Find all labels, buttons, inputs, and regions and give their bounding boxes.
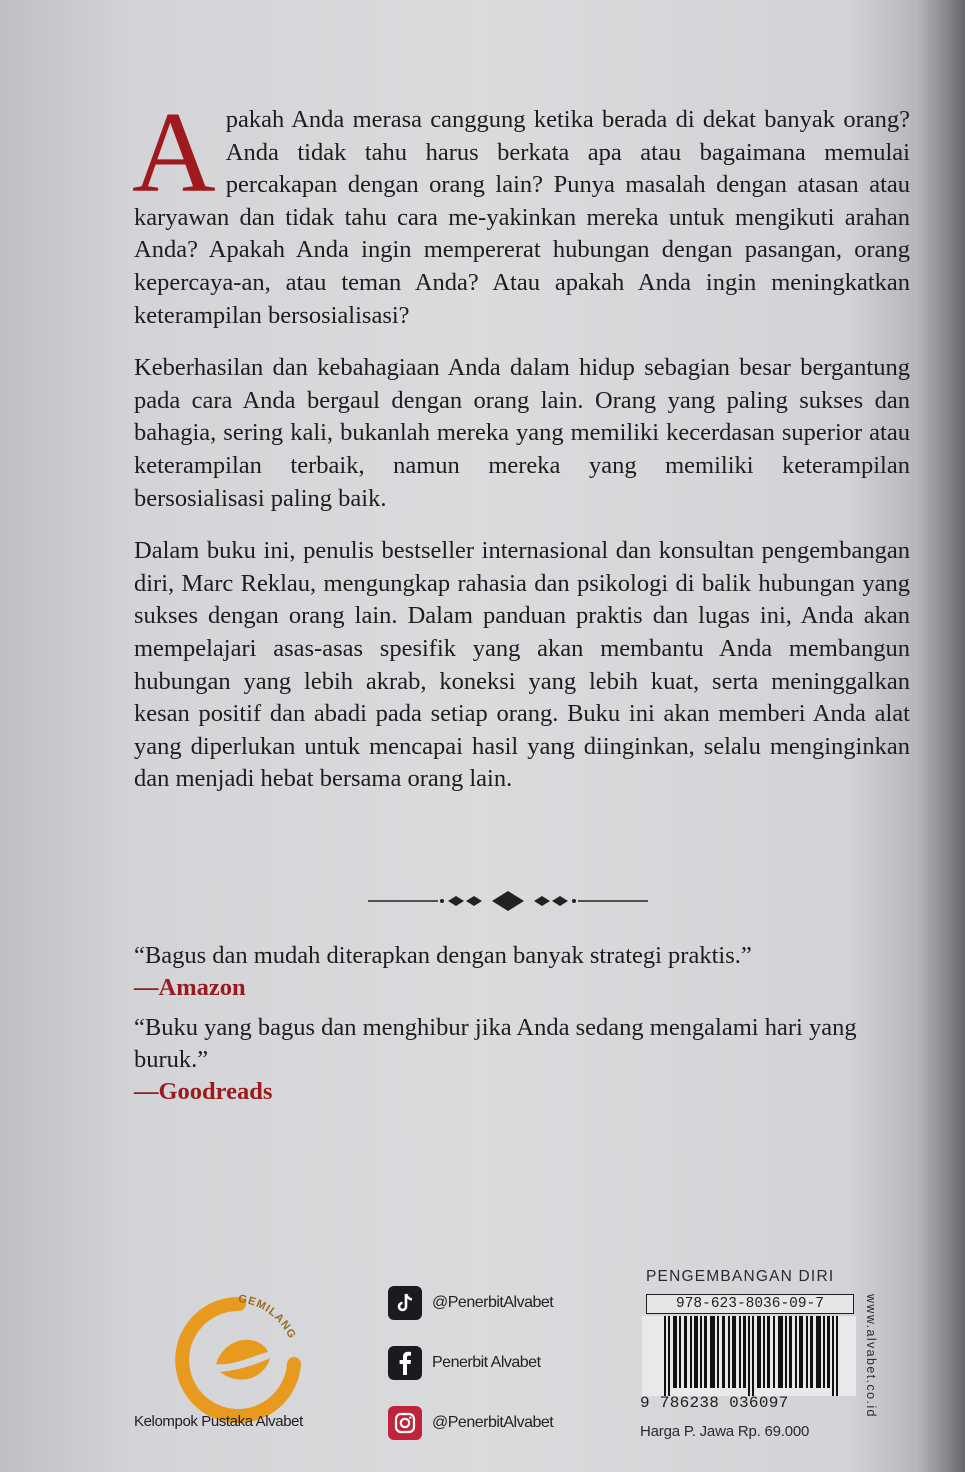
blurb-paragraph-1-text: pakah Anda merasa canggung ketika berada di dekat banyak orang? Anda tidak tahu harus berkata apa atau bagaimana memulai percakapan dengan orang lain? Punya masalah dengan atasan atau karyawan dan tidak tahu cara me-yakinkan mereka untuk mengikuti arahan Anda? Apakah Anda ingin mempererat hubungan dengan pasangan, orang kepercaya-an, atau teman Anda? Atau apakah Anda ingin meningkatkan keterampilan bersosialisasi? bbox=[134, 106, 910, 329]
review-quote: “Buku yang bagus dan menghibur jika Anda sedang mengalami hari yang buruk.” bbox=[134, 1014, 857, 1073]
price-label: Harga P. Jawa Rp. 69.000 bbox=[640, 1423, 810, 1440]
blurb-paragraph-1 bbox=[132, 89, 910, 332]
review-source: —Goodreads bbox=[134, 1078, 273, 1105]
svg-text:GEMILANG bbox=[237, 1293, 298, 1341]
isbn-number: 978-623-8036-09-7 bbox=[646, 1294, 854, 1314]
drop-cap: A bbox=[132, 89, 216, 217]
barcode-digits: 9 786238 036097 bbox=[640, 1394, 789, 1412]
blurb-paragraph-3: Dalam buku ini, penulis bestseller internasional dan konsultan pengembangan diri, Marc Reklau, mengungkap rahasia dan psikologi di balik hubungan yang sukses dengan orang lain. Dalam panduan praktis dan lugas ini, Anda akan mempelajari asas-asas spesifik yang akan membantu Anda membangun hubungan yang lebih akrab, koneksi yang lebih kuat, serta meninggalkan kesan positif dan abadi pada setiap orang. Buku ini akan memberi Anda alat yang diperlukan untuk mencapai hasil yang diinginkan, selalu menginginkan dan menjadi hebat bersama orang lain. bbox=[134, 537, 910, 793]
publisher-group-name: Kelompok Pustaka Alvabet bbox=[134, 1413, 303, 1430]
blurb-paragraph-2: Keberhasilan dan kebahagiaan Anda dalam hidup sebagian besar bergantung pada cara Anda bergaul dengan orang lain. Orang yang paling sukses dan bahagia, sering kali, bukanlah mereka yang memiliki kecerdasan superior atau keterampilan terbaik, namun mereka yang memiliki keterampilan bersosialisasi paling baik. bbox=[134, 354, 910, 512]
blurb bbox=[132, 89, 910, 816]
social-handle: Penerbit Alvabet bbox=[432, 1354, 541, 1371]
social-handle: @PenerbitAlvabet bbox=[432, 1294, 554, 1311]
spine-shadow bbox=[917, 0, 965, 1472]
tiktok-icon bbox=[388, 1286, 422, 1320]
logo-text: GEMILANG bbox=[237, 1292, 299, 1341]
social-handle: @PenerbitAlvabet bbox=[432, 1414, 554, 1431]
barcode-bars bbox=[642, 1316, 856, 1396]
ornament-divider bbox=[368, 888, 648, 914]
instagram-icon bbox=[388, 1406, 422, 1440]
social-links bbox=[388, 1286, 618, 1466]
category-label: PENGEMBANGAN DIRI bbox=[646, 1268, 835, 1285]
review-quote: “Bagus dan mudah diterapkan dengan banyak strategi praktis.” bbox=[134, 942, 752, 969]
review-source: —Amazon bbox=[134, 974, 246, 1001]
facebook-icon bbox=[388, 1346, 422, 1380]
social-item-facebook[interactable] bbox=[388, 1346, 618, 1380]
social-item-tiktok[interactable] bbox=[388, 1286, 618, 1320]
social-item-instagram[interactable] bbox=[388, 1406, 618, 1440]
publisher-website: www.alvabet.co.id bbox=[864, 1294, 878, 1418]
reviews bbox=[134, 940, 894, 1116]
barcode-block bbox=[640, 1268, 878, 1458]
